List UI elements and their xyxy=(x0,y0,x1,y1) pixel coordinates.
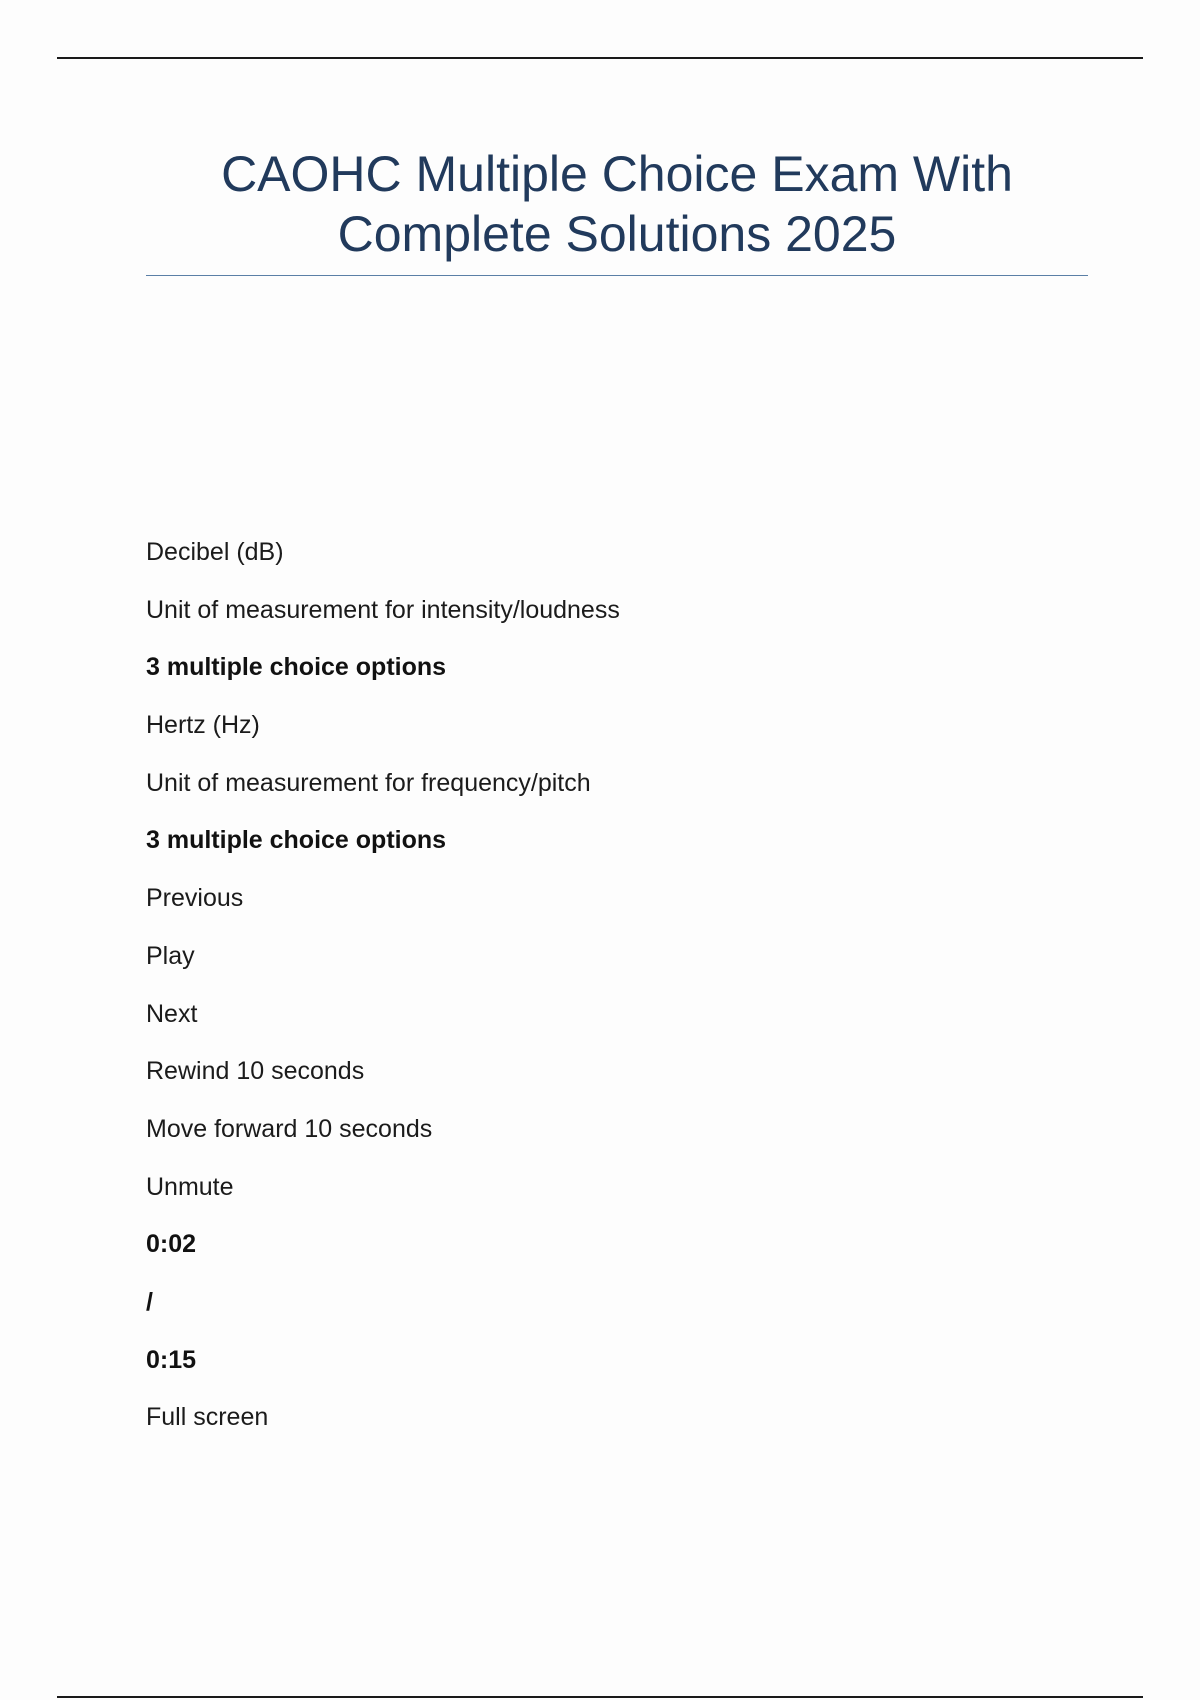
definition-hertz: Unit of measurement for frequency/pitch xyxy=(146,768,591,797)
forward-label: Move forward 10 seconds xyxy=(146,1114,433,1143)
document-body xyxy=(146,537,1086,1460)
current-time: 0:02 xyxy=(146,1230,197,1259)
term-hertz: Hertz (Hz) xyxy=(146,711,260,740)
title-line-2: Complete Solutions 2025 xyxy=(337,206,897,262)
choice-count-note: 3 multiple choice options xyxy=(146,653,447,682)
full-screen-label: Full screen xyxy=(146,1403,269,1432)
title-underline xyxy=(146,275,1088,276)
previous-label: Previous xyxy=(146,884,244,913)
total-duration: 0:15 xyxy=(146,1345,197,1374)
rewind-label: Rewind 10 seconds xyxy=(146,1057,365,1086)
choice-count-note: 3 multiple choice options xyxy=(146,826,447,855)
header-divider xyxy=(57,57,1143,59)
unmute-label: Unmute xyxy=(146,1172,234,1201)
play-label: Play xyxy=(146,941,195,970)
title-line-1: CAOHC Multiple Choice Exam With xyxy=(221,146,1013,202)
document-title xyxy=(146,144,1088,264)
footer-divider xyxy=(57,1696,1143,1698)
next-label: Next xyxy=(146,999,198,1028)
time-separator: / xyxy=(146,1287,153,1316)
term-decibel: Decibel (dB) xyxy=(146,538,284,566)
definition-decibel: Unit of measurement for intensity/loudness xyxy=(146,595,620,624)
